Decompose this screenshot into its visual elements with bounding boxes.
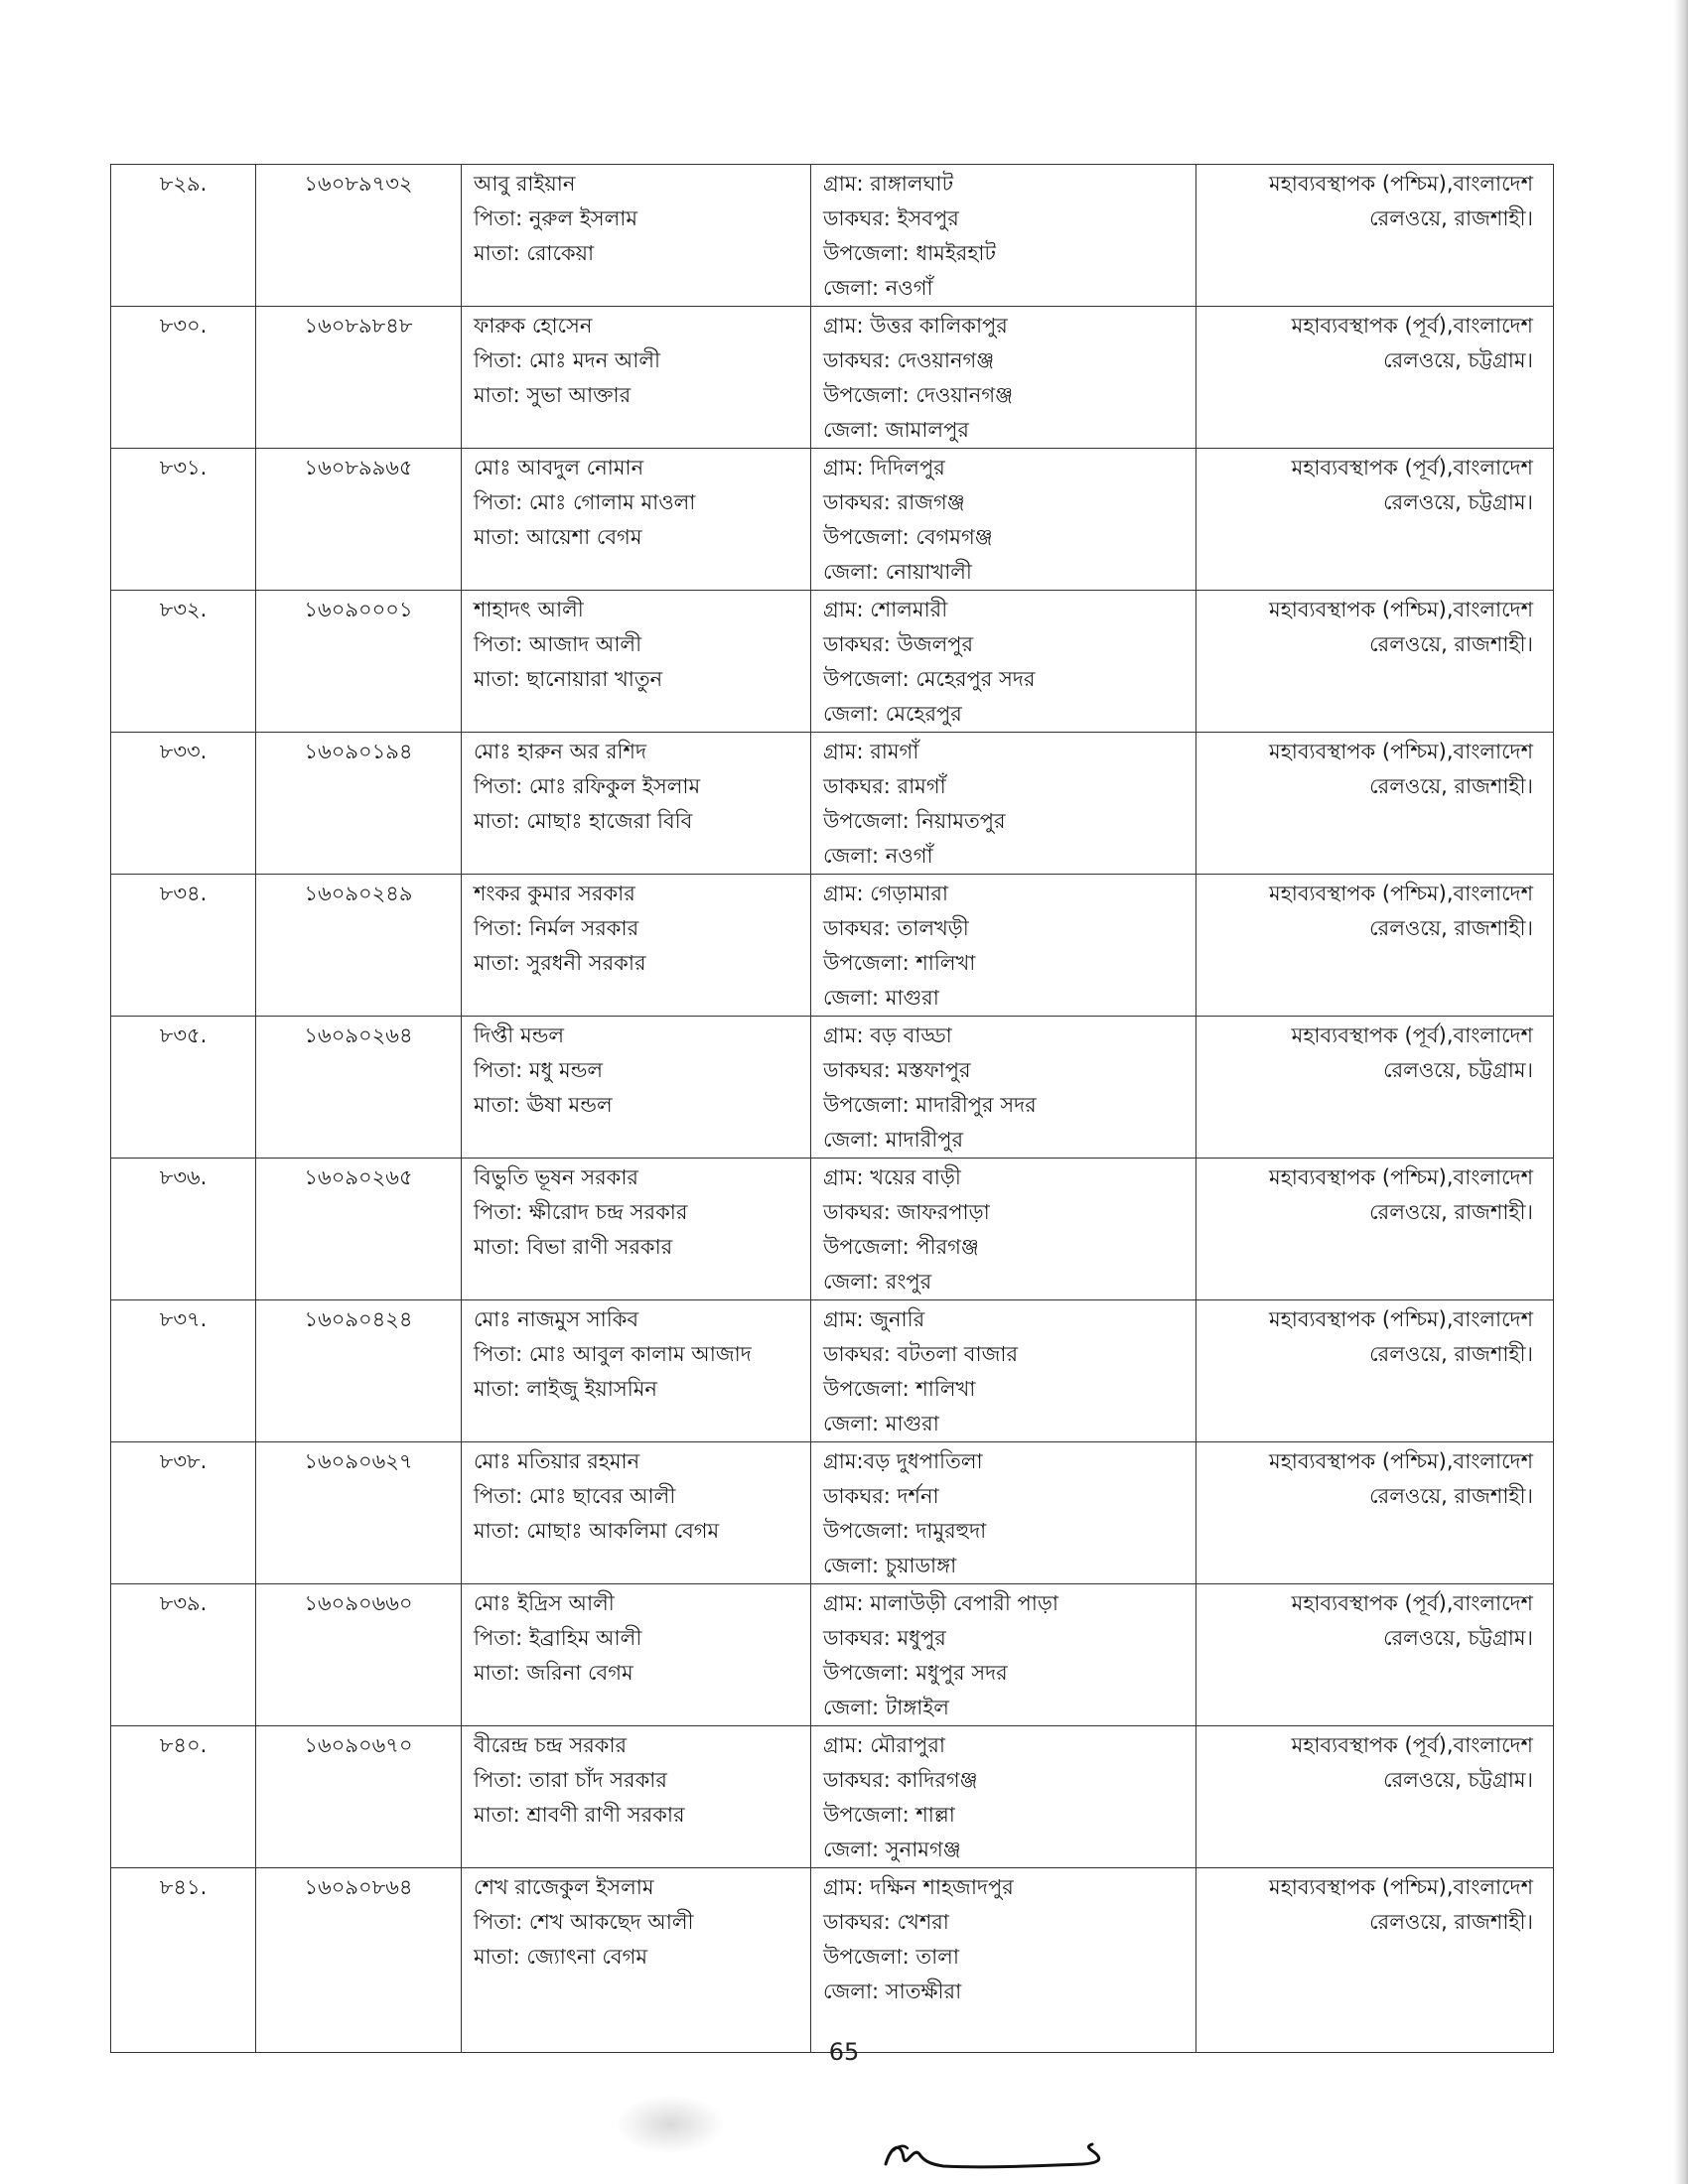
father-name: পিতা: মোঃ আবুল কালাম আজাদ	[474, 1342, 752, 1366]
mother-name: মাতা: জরিনা বেগম	[474, 1661, 633, 1685]
office-line-1: মহাব্যবস্থাপক (পশ্চিম),বাংলাদেশ	[1269, 598, 1533, 621]
address-village: গ্রাম: বড় বাড্ডা	[823, 1024, 952, 1047]
address-village: গ্রাম: রামগাঁ	[823, 740, 919, 763]
office-line-1: মহাব্যবস্থাপক (পশ্চিম),বাংলাদেশ	[1269, 1875, 1533, 1899]
candidate-table	[110, 164, 1554, 2053]
address-district: জেলা: চুয়াডাঙ্গা	[823, 1554, 957, 1577]
serial-number: ৮৩১.	[159, 456, 208, 479]
roll-number: ১৬০৮৯৮৪৮	[304, 314, 413, 338]
table-body	[111, 165, 1554, 2053]
address-upazila: উপজেলা: তালা	[823, 1945, 959, 1969]
roll-number: ১৬০৯০৮৬৪	[304, 1875, 413, 1899]
address-upazila: উপজেলা: নিয়ামতপুর	[823, 809, 1006, 833]
table-row	[111, 733, 1554, 875]
address-district: জেলা: মাদারীপুর	[823, 1128, 964, 1152]
office-line-2: রেলওয়ে, রাজশাহী।	[1369, 1484, 1533, 1508]
serial-cell	[111, 1726, 256, 1868]
mother-name: মাতা: সুভা আক্তার	[474, 383, 632, 407]
mother-name: মাতা: ঊষা মন্ডল	[474, 1093, 613, 1117]
table-row	[111, 591, 1554, 733]
serial-cell	[111, 307, 256, 449]
address-district: জেলা: মাগুরা	[823, 986, 939, 1010]
address-village: গ্রাম: শোলমারী	[823, 598, 948, 621]
office-line-1: মহাব্যবস্থাপক (পূর্ব),বাংলাদেশ	[1291, 1024, 1533, 1047]
roll-number: ১৬০৯০২৬৫	[304, 1165, 413, 1189]
roll-number: ১৬০৯০৪২৪	[304, 1307, 413, 1331]
roll-number: ১৬০৯০৬২৭	[304, 1449, 413, 1473]
serial-cell	[111, 165, 256, 307]
address-cell	[811, 1726, 1196, 1868]
candidate-name: শংকর কুমার সরকার	[474, 882, 635, 905]
roll-cell	[256, 591, 462, 733]
roll-cell	[256, 1868, 462, 2053]
candidate-name: মোঃ নাজমুস সাকিব	[474, 1307, 639, 1331]
serial-cell	[111, 1868, 256, 2053]
address-upazila: উপজেলা: শালিখা	[823, 1377, 976, 1401]
name-cell	[462, 1442, 811, 1584]
roll-cell	[256, 1726, 462, 1868]
table-row	[111, 165, 1554, 307]
office-line-2: রেলওয়ে, রাজশাহী।	[1369, 632, 1533, 656]
office-line-2: রেলওয়ে, রাজশাহী।	[1369, 774, 1533, 798]
father-name: পিতা: শেখ আকছেদ আলী	[474, 1910, 694, 1934]
roll-cell	[256, 1442, 462, 1584]
address-village: গ্রাম: জুনারি	[823, 1307, 925, 1331]
serial-cell	[111, 1584, 256, 1726]
father-name: পিতা: ক্ষীরোদ চন্দ্র সরকার	[474, 1200, 688, 1224]
page-edge-shadow	[1674, 0, 1688, 2184]
address-post-office: ডাকঘর: উজলপুর	[823, 632, 974, 656]
roll-number: ১৬০৯০৬৭০	[304, 1733, 413, 1757]
office-line-1: মহাব্যবস্থাপক (পূর্ব),বাংলাদেশ	[1291, 1733, 1533, 1757]
father-name: পিতা: মোঃ মদন আলী	[474, 348, 661, 372]
address-post-office: ডাকঘর: মধুপুর	[823, 1626, 946, 1650]
father-name: পিতা: আজাদ আলী	[474, 632, 642, 656]
roll-cell	[256, 1584, 462, 1726]
address-cell	[811, 165, 1196, 307]
serial-number: ৮৩০.	[159, 314, 208, 338]
address-cell	[811, 449, 1196, 591]
serial-cell	[111, 1442, 256, 1584]
office-line-1: মহাব্যবস্থাপক (পশ্চিম),বাংলাদেশ	[1269, 1165, 1533, 1189]
mother-name: মাতা: মোছাঃ হাজেরা বিবি	[474, 809, 693, 833]
roll-number: ১৬০৯০২৪৯	[304, 882, 413, 905]
serial-number: ৮৩৭.	[159, 1307, 208, 1331]
name-cell	[462, 449, 811, 591]
address-district: জেলা: নওগাঁ	[823, 844, 933, 868]
serial-cell	[111, 1017, 256, 1159]
father-name: পিতা: তারা চাঁদ সরকার	[474, 1768, 667, 1792]
address-post-office: ডাকঘর: বটতলা বাজার	[823, 1342, 1019, 1366]
roll-number: ১৬০৯০৬৬০	[304, 1591, 413, 1615]
address-district: জেলা: মেহেরপুর	[823, 702, 962, 726]
roll-cell	[256, 307, 462, 449]
address-district: জেলা: টাঙ্গাইল	[823, 1696, 949, 1719]
address-upazila: উপজেলা: পীরগঞ্জ	[823, 1235, 979, 1259]
candidate-name: মোঃ আবদুল নোমান	[474, 456, 644, 479]
serial-number: ৮৩৩.	[159, 740, 208, 763]
mother-name: মাতা: জ্যোৎনা বেগম	[474, 1945, 647, 1969]
roll-cell	[256, 165, 462, 307]
candidate-name: শাহাদৎ আলী	[474, 598, 584, 621]
address-village: গ্রাম: উত্তর কালিকাপুর	[823, 314, 1008, 338]
candidate-name: দিপ্তী মন্ডল	[474, 1024, 565, 1047]
address-post-office: ডাকঘর: রাজগঞ্জ	[823, 490, 965, 514]
address-upazila: উপজেলা: মধুপুর সদর	[823, 1661, 1008, 1685]
office-line-2: রেলওয়ে, রাজশাহী।	[1369, 1342, 1533, 1366]
office-line-1: মহাব্যবস্থাপক (পশ্চিম),বাংলাদেশ	[1269, 882, 1533, 905]
address-cell	[811, 591, 1196, 733]
father-name: পিতা: নির্মল সরকার	[474, 916, 639, 940]
name-cell	[462, 307, 811, 449]
candidate-name: আবু রাইয়ান	[474, 172, 576, 196]
page-number: 65	[828, 2038, 860, 2066]
candidate-name: বিভুতি ভূষন সরকার	[474, 1165, 638, 1189]
table-row	[111, 449, 1554, 591]
mother-name: মাতা: মোছাঃ আকলিমা বেগম	[474, 1519, 720, 1543]
office-line-2: রেলওয়ে, রাজশাহী।	[1369, 206, 1533, 230]
father-name: পিতা: মোঃ ছাবের আলী	[474, 1484, 676, 1508]
serial-cell	[111, 449, 256, 591]
address-village: গ্রাম: খয়ের বাড়ী	[823, 1165, 961, 1189]
address-village: গ্রাম: দিদিলপুর	[823, 456, 945, 479]
roll-cell	[256, 1300, 462, 1442]
office-cell	[1196, 307, 1554, 449]
address-upazila: উপজেলা: শালিখা	[823, 951, 976, 975]
roll-number: ১৬০৯০২৬৪	[304, 1024, 413, 1047]
address-post-office: ডাকঘর: খেশরা	[823, 1910, 949, 1934]
office-line-2: রেলওয়ে, চট্টগ্রাম।	[1383, 1626, 1533, 1650]
serial-number: ৮৩৪.	[159, 882, 208, 905]
office-line-2: রেলওয়ে, চট্টগ্রাম।	[1383, 348, 1533, 372]
address-upazila: উপজেলা: দেওয়ানগঞ্জ	[823, 383, 1014, 407]
address-district: জেলা: রংপুর	[823, 1270, 932, 1294]
stamp-smudge	[616, 2095, 725, 2154]
office-line-2: রেলওয়ে, চট্টগ্রাম।	[1383, 490, 1533, 514]
serial-cell	[111, 1159, 256, 1300]
address-cell	[811, 1442, 1196, 1584]
table-row	[111, 1868, 1554, 2053]
address-post-office: ডাকঘর: দেওয়ানগঞ্জ	[823, 348, 995, 372]
address-village: গ্রাম: মৌরাপুরা	[823, 1733, 945, 1757]
candidate-name: মোঃ ইদ্রিস আলী	[474, 1591, 615, 1615]
address-upazila: উপজেলা: দামুরহুদা	[823, 1519, 987, 1543]
serial-cell	[111, 875, 256, 1017]
office-line-1: মহাব্যবস্থাপক (পশ্চিম),বাংলাদেশ	[1269, 172, 1533, 196]
address-post-office: ডাকঘর: জাফরপাড়া	[823, 1200, 990, 1224]
name-cell	[462, 165, 811, 307]
address-post-office: ডাকঘর: কাদিরগঞ্জ	[823, 1768, 978, 1792]
roll-number: ১৬০৯০০০১	[304, 598, 413, 621]
serial-number: ৮৪১.	[159, 1875, 208, 1899]
address-cell	[811, 1300, 1196, 1442]
name-cell	[462, 1017, 811, 1159]
address-village: গ্রাম: মালাউড়ী বেপারী পাড়া	[823, 1591, 1058, 1615]
father-name: পিতা: মধু মন্ডল	[474, 1058, 604, 1082]
mother-name: মাতা: বিভা রাণী সরকার	[474, 1235, 673, 1259]
father-name: পিতা: মোঃ গোলাম মাওলা	[474, 490, 696, 514]
serial-number: ৮৩৬.	[159, 1165, 208, 1189]
mother-name: মাতা: ছানোয়ারা খাতুন	[474, 667, 663, 691]
address-district: জেলা: সুনামগঞ্জ	[823, 1838, 961, 1861]
candidate-name: ফারুক হোসেন	[474, 314, 593, 338]
mother-name: মাতা: লাইজু ইয়াসমিন	[474, 1377, 657, 1401]
roll-cell	[256, 1017, 462, 1159]
office-cell	[1196, 875, 1554, 1017]
office-cell	[1196, 1300, 1554, 1442]
table-row	[111, 875, 1554, 1017]
roll-cell	[256, 449, 462, 591]
roll-number: ১৬০৮৯৭৩২	[304, 172, 413, 196]
name-cell	[462, 875, 811, 1017]
roll-cell	[256, 875, 462, 1017]
table-row	[111, 1584, 1554, 1726]
roll-number: ১৬০৮৯৯৬৫	[304, 456, 413, 479]
father-name: পিতা: ইব্রাহিম আলী	[474, 1626, 642, 1650]
candidate-name: শেখ রাজেকুল ইসলাম	[474, 1875, 654, 1899]
table-row	[111, 1017, 1554, 1159]
address-cell	[811, 1159, 1196, 1300]
serial-number: ৮৩২.	[159, 598, 208, 621]
address-district: জেলা: জামালপুর	[823, 418, 969, 442]
office-line-1: মহাব্যবস্থাপক (পূর্ব),বাংলাদেশ	[1291, 1591, 1533, 1615]
table-row	[111, 1442, 1554, 1584]
office-cell	[1196, 1584, 1554, 1726]
serial-cell	[111, 733, 256, 875]
office-line-2: রেলওয়ে, চট্টগ্রাম।	[1383, 1768, 1533, 1792]
address-post-office: ডাকঘর: ইসবপুর	[823, 206, 959, 230]
roll-cell	[256, 1159, 462, 1300]
address-upazila: উপজেলা: মাদারীপুর সদর	[823, 1093, 1037, 1117]
serial-cell	[111, 591, 256, 733]
office-cell	[1196, 1159, 1554, 1300]
mother-name: মাতা: শ্রাবণী রাণী সরকার	[474, 1803, 685, 1827]
table-row	[111, 307, 1554, 449]
address-post-office: ডাকঘর: মস্তফাপুর	[823, 1058, 971, 1082]
name-cell	[462, 1726, 811, 1868]
office-line-1: মহাব্যবস্থাপক (পশ্চিম),বাংলাদেশ	[1269, 740, 1533, 763]
address-cell	[811, 1868, 1196, 2053]
address-village: গ্রাম:বড় দুধপাতিলা	[823, 1449, 983, 1473]
address-upazila: উপজেলা: বেগমগঞ্জ	[823, 525, 993, 549]
table-row	[111, 1300, 1554, 1442]
candidate-name: বীরেন্দ্র চন্দ্র সরকার	[474, 1733, 628, 1757]
address-village: গ্রাম: দক্ষিন শাহজাদপুর	[823, 1875, 1014, 1899]
office-line-2: রেলওয়ে, রাজশাহী।	[1369, 916, 1533, 940]
address-cell	[811, 875, 1196, 1017]
office-line-2: রেলওয়ে, রাজশাহী।	[1369, 1910, 1533, 1934]
office-line-1: মহাব্যবস্থাপক (পশ্চিম),বাংলাদেশ	[1269, 1307, 1533, 1331]
serial-number: ৮২৯.	[159, 172, 208, 196]
office-cell	[1196, 165, 1554, 307]
name-cell	[462, 1868, 811, 2053]
address-district: জেলা: মাগুরা	[823, 1412, 939, 1435]
office-line-2: রেলওয়ে, চট্টগ্রাম।	[1383, 1058, 1533, 1082]
address-village: গ্রাম: রাঙ্গালঘাট	[823, 172, 954, 196]
mother-name: মাতা: আয়েশা বেগম	[474, 525, 642, 549]
table-row	[111, 1159, 1554, 1300]
office-cell	[1196, 733, 1554, 875]
roll-number: ১৬০৯০১৯৪	[304, 740, 413, 763]
mother-name: মাতা: সুরধনী সরকার	[474, 951, 646, 975]
candidate-name: মোঃ হারুন অর রশিদ	[474, 740, 647, 763]
mother-name: মাতা: রোকেয়া	[474, 241, 595, 265]
name-cell	[462, 733, 811, 875]
father-name: পিতা: নুরুল ইসলাম	[474, 206, 638, 230]
address-cell	[811, 1584, 1196, 1726]
office-line-1: মহাব্যবস্থাপক (পূর্ব),বাংলাদেশ	[1291, 456, 1533, 479]
office-cell	[1196, 1442, 1554, 1584]
office-cell	[1196, 449, 1554, 591]
serial-number: ৮৩৮.	[159, 1449, 208, 1473]
office-line-1: মহাব্যবস্থাপক (পশ্চিম),বাংলাদেশ	[1269, 1449, 1533, 1473]
address-upazila: উপজেলা: মেহেরপুর সদর	[823, 667, 1036, 691]
father-name: পিতা: মোঃ রফিকুল ইসলাম	[474, 774, 701, 798]
office-cell	[1196, 1726, 1554, 1868]
office-cell	[1196, 591, 1554, 733]
address-cell	[811, 307, 1196, 449]
address-district: জেলা: নোয়াখালী	[823, 560, 972, 584]
candidate-name: মোঃ মতিয়ার রহমান	[474, 1449, 640, 1473]
office-cell	[1196, 1017, 1554, 1159]
serial-number: ৮৪০.	[159, 1733, 208, 1757]
signature-mark	[874, 2124, 1132, 2184]
address-district: জেলা: নওগাঁ	[823, 276, 933, 300]
address-upazila: উপজেলা: শাল্লা	[823, 1803, 955, 1827]
name-cell	[462, 591, 811, 733]
address-cell	[811, 1017, 1196, 1159]
address-post-office: ডাকঘর: তালখড়ী	[823, 916, 969, 940]
name-cell	[462, 1159, 811, 1300]
serial-cell	[111, 1300, 256, 1442]
address-village: গ্রাম: গেড়ামারা	[823, 882, 948, 905]
address-post-office: ডাকঘর: রামগাঁ	[823, 774, 946, 798]
roll-cell	[256, 733, 462, 875]
address-district: জেলা: সাতক্ষীরা	[823, 1979, 962, 2003]
name-cell	[462, 1584, 811, 1726]
address-post-office: ডাকঘর: দর্শনা	[823, 1484, 939, 1508]
address-cell	[811, 733, 1196, 875]
serial-number: ৮৩৯.	[159, 1591, 208, 1615]
serial-number: ৮৩৫.	[159, 1024, 208, 1047]
address-upazila: উপজেলা: ধামইরহাট	[823, 241, 996, 265]
office-line-1: মহাব্যবস্থাপক (পূর্ব),বাংলাদেশ	[1291, 314, 1533, 338]
office-line-2: রেলওয়ে, রাজশাহী।	[1369, 1200, 1533, 1224]
table-row	[111, 1726, 1554, 1868]
office-cell	[1196, 1868, 1554, 2053]
name-cell	[462, 1300, 811, 1442]
